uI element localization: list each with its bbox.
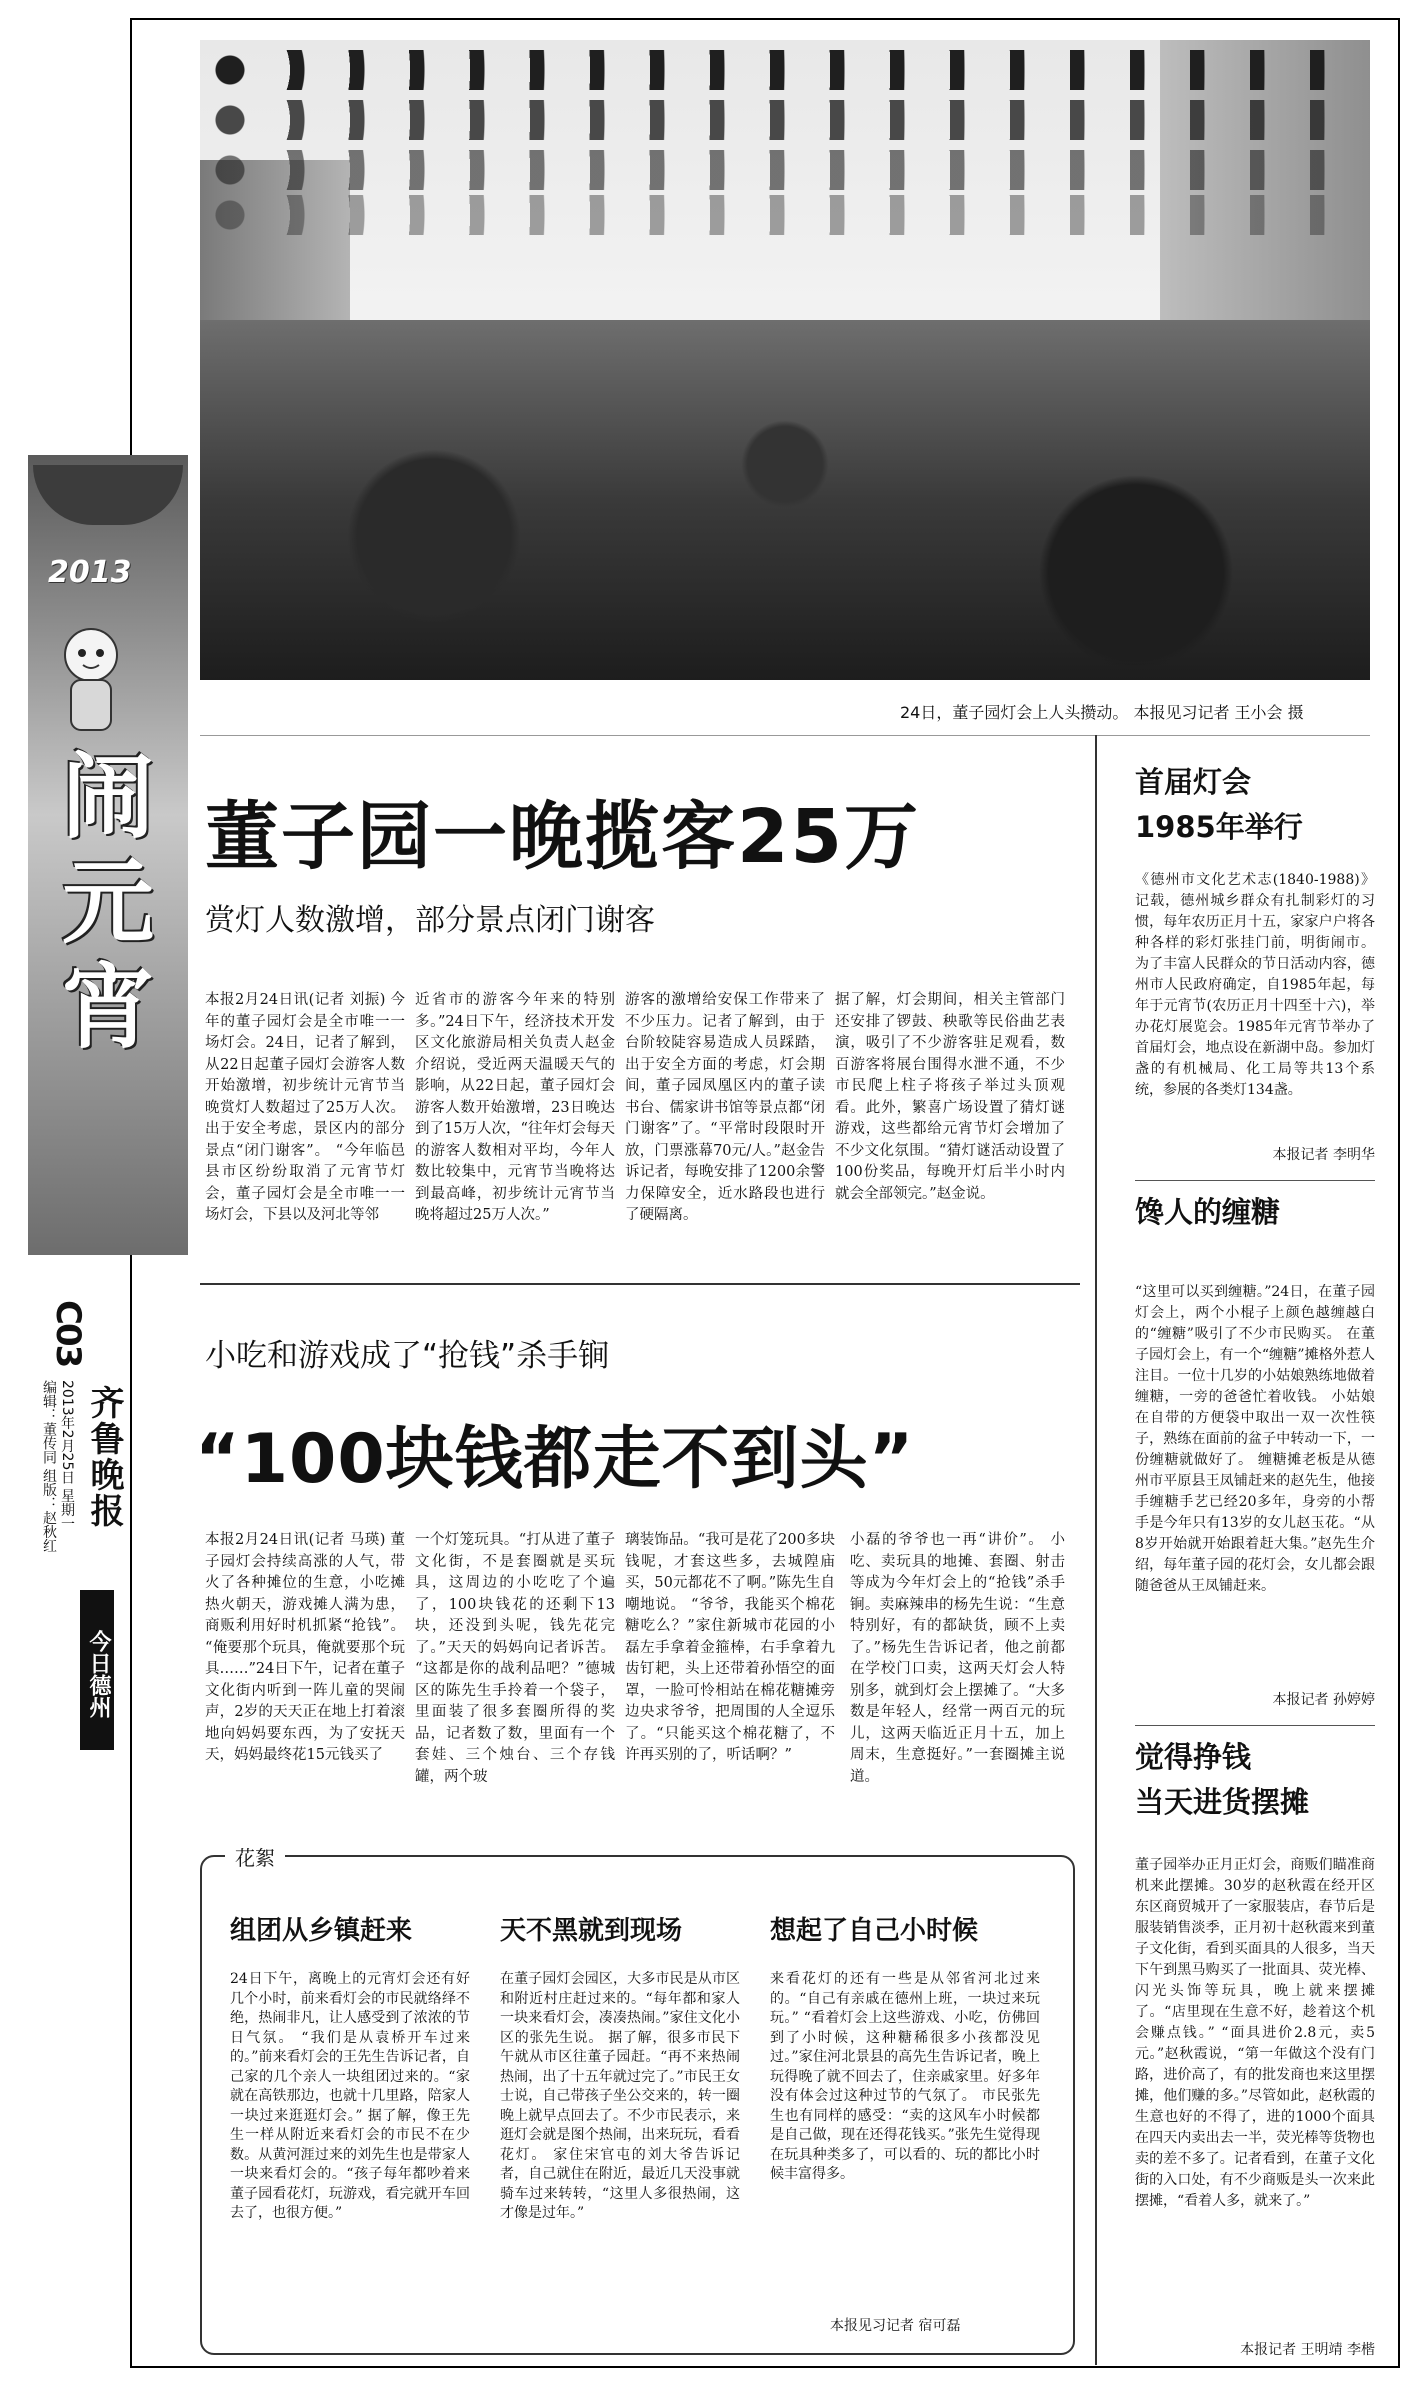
box-tag: 花絮 [225,1842,285,1871]
newspaper-name: 齐鲁晚报 [84,1385,124,1529]
divider [200,735,1370,736]
right-heading-1b: 1985年举行 [1135,810,1303,844]
lantern-row [200,50,1370,90]
section-divider [200,1283,1080,1285]
right-rule [1135,1725,1375,1726]
article2-headline: “100块钱都走不到头” [195,1420,915,1499]
year-logo: 2013 [48,555,132,590]
box-heading-1: 组团从乡镇赶来 [230,1916,413,1946]
photo-crowd [200,320,1370,680]
headline-main: 董子园一晚揽客25万 [205,794,920,880]
photo-caption: 24日，董子园灯会上人头攒动。 本报见习记者 王小会 摄 [900,703,1304,722]
right-heading-2: 馋人的缠糖 [1135,1195,1281,1229]
lantern-row [200,100,1370,140]
subheadline: 赏灯人数激增，部分景点闭门谢客 [205,903,655,938]
right-heading-3a: 觉得挣钱 [1135,1740,1252,1774]
column-divider [1095,735,1097,2365]
sidebar-title: 闹元宵 [61,743,154,1061]
festival-strip-image [28,455,188,1255]
box-heading-3: 想起了自己小时候 [770,1916,979,1946]
right-rule [1135,1180,1375,1181]
article2-col2: 一个灯笼玩具。“打从进了董子文化街，不是套圈就是买玩具，这周边的小吃吃了个遍了，100块钱花的还剩下13块，还没到头呢，钱先花完了。”天天的妈妈向记者诉苦。 “这都是你的战利品吧？”德城区的陈先生手拎着一个袋子，里面装了很多套圈所得的奖品，记者数了数，里面有一个套娃、三个烛台、三个存钱罐，两个玻 [415,1532,615,1785]
article2-kicker: 小吃和游戏成了“抢钱”杀手锏 [205,1338,610,1374]
crowd-photo [200,40,1370,680]
box-col2: 在董子园灯会园区，大多市民是从市区和附近村庄赶过来的。“每年都和家人一块来看灯会，凑凑热闹。”家住文化小区的张先生说。 据了解，很多市民下午就从市区往董子园赶。“再不来热闹热闹，出了十五年就过完了。”市民王女士说，自己带孩子坐公交来的，转一圈晚上就早点回去了。不少市民表示，来逛灯会就是图个热闹，出来玩玩，看看花灯。 家住宋官屯的刘大爷告诉记者，自己就住在附近，最近几天没事就骑车过来转转，“这里人多很热闹，这才像是过年。” [500,1971,740,2221]
box-col1: 24日下午，离晚上的元宵灯会还有好几个小时，前来看灯会的市民就络绎不绝，热闹非凡，让人感受到了浓浓的节日气氛。 “我们是从袁桥开车过来的。”前来看灯会的王先生告诉记者，自己家的几个亲人一块组团过来的。“家就在高铁那边，也就十几里路，陪家人一块过来逛逛灯会。” 据了解，像王先生一样从附近来看灯会的市民不在少数。从黄河涯过来的刘先生也是带家人一块来看灯会的。“孩子每年都吵着来董子园看花灯，玩游戏，看完就开车回去了，也很方便。” [230,1971,470,2221]
right-text-3: 董子园举办正月正灯会，商贩们瞄准商机来此摆摊。30岁的赵秋霞在经开区东区商贸城开了一家服装店，春节后是服装销售淡季，正月初十赵秋霞来到董子文化街，看到买面具的人很多，当天下午到黑马购买了一批面具、荧光棒、闪光头饰等玩具，晚上就来摆摊了。“店里现在生意不好，趁着这个机会赚点钱。” “面具进价2.8元，卖5元。”赵秋霞说，“第一年做这个没有门路，进价高了，有的批发商也来这里摆摊，他们赚的多。”尽管如此，赵秋霞的生意也好的不得了，进的1000个面具在四天内卖出去一半，荧光棒等货物也卖的差不多了。记者看到，在董子文化街的入口处，有不少商贩是头一次来此摆摊，“看着人多，就来了。” [1135,1857,1375,2209]
article2-col4: 小磊的爷爷也一再“讲价”。 小吃、卖玩具的地摊、套圈、射击等成为今年灯会上的“抢钱”杀手锏。卖麻辣串的杨先生说：“生意特别好，有的都缺货，顾不上卖了。”杨先生告诉记者，他之前都在学校门口卖，这两天灯会人特别多，就到灯会上摆摊了。“大多数是年轻人，经常一两百元的玩儿，这两天临近正月十五，加上周末，生意挺好。”一套圈摊主说道。 [850,1532,1065,1785]
box-col3: 来看花灯的还有一些是从邻省河北过来的。“自己有亲戚在德州上班，一块过来玩玩。” “看着灯会上这些游戏、小吃，仿佛回到了小时候，这种糖稀很多小孩都没见过。”家住河北景县的高先生告诉记者，晚上玩得晚了就不回去了，住亲戚家里。好多年没有体会过这种过节的气氛了。 市民张先生也有同样的感受：“卖的这风车小时候都是自己做，现在还得花钱买。”张先生觉得现在玩具种类多了，可以看的、玩的都比小时候丰富得多。 [770,1971,1040,2182]
right-byline-1: 本报记者 李明华 [1272,1147,1375,1163]
right-heading-1a: 首届灯会 [1135,765,1252,799]
article1-col2: 近省市的游客今年来的特别多。”24日下午，经济技术开发区文化旅游局相关负责人赵金介绍说，受近两天温暖天气的影响，从22日起，董子园灯会游客人数开始激增，23日晚达到了15万人次，“往年灯会每天的游客人数相对平均，今年人数比较集中，元宵节当晚将达到最高峰，初步统计元宵节当晚将超过25万人次。” [415,992,615,1223]
right-byline-3: 本报记者 王明靖 李楷 [1240,2342,1375,2358]
right-text-1: 《德州市文化艺术志(1840-1988)》记载，德州城乡群众有扎制彩灯的习惯，每年农历正月十五，家家户户将各种各样的彩灯张挂门前，明街闹市。 为了丰富人民群众的节日活动内容，德州市人民政府确定，自1985年起，每年于元宵节(农历正月十四至十六)，举办花灯展览会。1985年元宵节举办了首届灯会，地点设在新湖中岛。参加灯盏的有机械局、化工局等共13个系统，参展的各类灯134盏。 [1135,872,1375,1098]
section-badge: 今日德州 [80,1590,114,1750]
article1-col3: 游客的激增给安保工作带来了不少压力。记者了解到，由于台阶较陡容易造成人员踩踏，出于安全方面的考虑，灯会期间，董子园凤凰区内的董子读书台、儒家讲书馆等景点都“闭门谢客”了。“平常时段限时开放，门票涨幕70元/人。”赵金告诉记者，每晚安排了1200余警力保障安全，近水路段也进行了硬隔离。 [625,992,825,1223]
article2-col3: 璃装饰品。“我可是花了200多块钱呢，才套这些多，去城隍庙买，50元都花不了啊。”陈先生自嘲地说。 “爷爷，我能买个棉花糖吃么？”家住新城市花园的小磊左手拿着金箍棒，右手拿着九齿钉耙，头上还带着孙悟空的面罩，一脸可怜相站在棉花糖摊旁边央求爷爷，把周围的人全逗乐了。“只能买这个棉花糖了，不许再买别的了，听话啊？” [625,1532,835,1763]
page-number: C03 [48,1300,88,1367]
lantern-decoration [33,465,183,525]
lantern-row [200,195,1370,235]
doll-illustration [56,625,126,735]
editor-line: 编辑：董传同 组版：赵秋红 [41,1380,57,1553]
article2-col1: 本报2月24日讯(记者 马瑛) 董子园灯会持续高涨的人气，带火了各种摊位的生意，小吃摊热火朝天，游戏摊人满为患，商贩利用好时机抓紧“抢钱”。 “俺要那个玩具，俺就要那个玩具……”24日下午，记者在董子文化街内听到一阵儿童的哭闹声，2岁的天天正在地上打着滚地向妈妈要东西，为了安抚天天，妈妈最终花15元钱买了 [205,1532,405,1763]
right-heading-3b: 当天进货摆摊 [1135,1785,1310,1819]
right-byline-2: 本报记者 孙婷婷 [1272,1692,1375,1708]
box-byline: 本报见习记者 宿可磊 [830,2318,961,2334]
right-text-2: “这里可以买到缠糖。”24日，在董子园灯会上，两个小棍子上颜色越缠越白的“缠糖”吸引了不少市民购买。 在董子园灯会上，有一个“缠糖”摊格外惹人注目。一位十几岁的小姑娘熟练地做着缠糖，一旁的爸爸忙着收钱。 小姑娘在自带的方便袋中取出一双一次性筷子，熟练在面前的盆子中转动一下，一份缠糖就做好了。 缠糖摊老板是从德州市平原县王凤铺赶来的赵先生，他接手缠糖手艺已经20多年，身旁的小帮手是今年只有13岁的女儿赵玉花。“从8岁开始就开始跟着赶大集。”赵先生介绍，每年董子园的花灯会，女儿都会跟随爸爸从王凤铺赶来。 [1135,1284,1375,1594]
date-line: 2013年2月25日 星期一 [59,1380,75,1531]
lantern-row [200,150,1370,190]
article1-col1: 本报2月24日讯(记者 刘振) 今年的董子园灯会是全市唯一一场灯会。24日，记者了解到，从22日起董子园灯会游客人数开始激增，初步统计元宵节当晚赏灯人数超过了25万人次。出于安全考虑，景区内的部分景点“闭门谢客”。 “今年临邑县市区纷纷取消了元宵节灯会，董子园灯会是全市唯一一场灯会，下县以及河北等邻 [205,992,405,1223]
box-heading-2: 天不黑就到现场 [500,1916,683,1946]
article1-col4: 据了解，灯会期间，相关主管部门还安排了锣鼓、秧歌等民俗曲艺表演，吸引了不少游客驻足观看，数百游客将展台围得水泄不通，不少市民爬上柱子将孩子举过头顶观看。此外，繁喜广场设置了猜灯谜游戏，这些都给元宵节灯会增加了不少文化氛围。“猜灯谜活动设置了100份奖品，每晚开灯后半小时内就会全部领完。”赵金说。 [835,992,1065,1202]
